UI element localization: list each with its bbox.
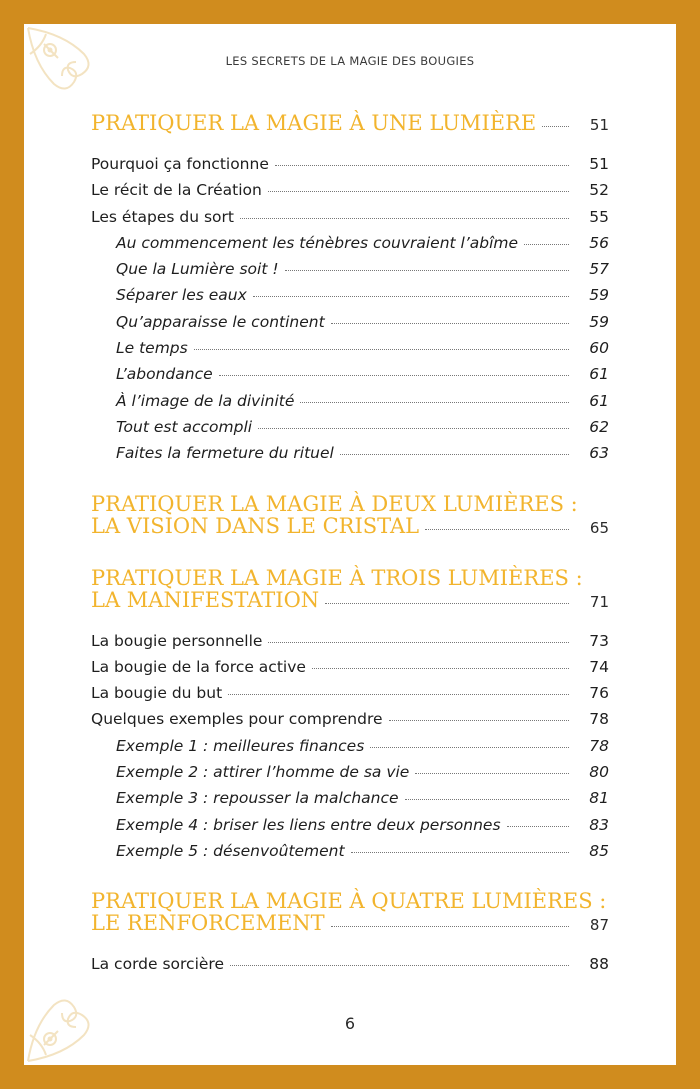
- toc-subitem[interactable]: [91, 440, 609, 466]
- folio-page-number: 6: [344, 1014, 356, 1033]
- leader-dots: [351, 852, 569, 853]
- chapter-title-line: PRATIQUER LA MAGIE À DEUX LUMIÈRES :: [91, 491, 578, 516]
- item-label: Exemple 5 : désenvoûtement: [116, 841, 345, 860]
- page-number: 56: [589, 233, 609, 252]
- toc-item[interactable]: [91, 654, 609, 680]
- toc-subitem[interactable]: [91, 230, 609, 256]
- scroll-ornament-icon: [24, 24, 124, 124]
- leader-dots: [331, 323, 569, 324]
- toc-item[interactable]: [91, 680, 609, 706]
- toc-chapter[interactable]: [91, 112, 609, 136]
- leader-dots: [258, 428, 569, 429]
- toc-item[interactable]: [91, 204, 609, 230]
- item-label: Que la Lumière soit !: [116, 260, 279, 279]
- page-number: 51: [589, 116, 609, 134]
- chapter-title-line: PRATIQUER LA MAGIE À QUATRE LUMIÈRES :: [91, 889, 607, 914]
- leader-dots: [389, 720, 569, 721]
- toc-chapter[interactable]: [91, 493, 609, 539]
- leader-dots: [331, 926, 569, 927]
- book-page: [24, 24, 676, 1065]
- table-of-contents: [91, 112, 609, 1004]
- item-label: Tout est accompli: [116, 417, 253, 436]
- leader-dots: [507, 826, 569, 827]
- toc-item[interactable]: [91, 706, 609, 732]
- leader-dots: [405, 799, 569, 800]
- item-label: Exemple 3 : repousser la malchance: [116, 789, 399, 808]
- toc-subitem[interactable]: [91, 838, 609, 864]
- toc-item[interactable]: [91, 951, 609, 977]
- leader-dots: [542, 126, 569, 127]
- leader-dots: [415, 773, 569, 774]
- toc-subitem[interactable]: [91, 812, 609, 838]
- item-label: La bougie de la force active: [91, 657, 306, 676]
- toc-chapter[interactable]: [91, 890, 609, 936]
- page-number: 83: [589, 815, 609, 834]
- page-number: 60: [589, 339, 609, 358]
- item-label: La bougie personnelle: [91, 631, 263, 650]
- item-label: Le récit de la Création: [91, 181, 262, 200]
- page-number: 61: [589, 365, 609, 384]
- page-number: 73: [589, 631, 609, 650]
- toc-subitem[interactable]: [91, 733, 609, 759]
- leader-dots: [219, 375, 569, 376]
- toc-subitem[interactable]: [91, 759, 609, 785]
- item-label: Exemple 4 : briser les liens entre deux personnes: [116, 815, 501, 834]
- item-label: Les étapes du sort: [91, 207, 234, 226]
- page-number: 59: [589, 312, 609, 331]
- item-label: Au commencement les ténèbres couvraient l’abîme: [116, 233, 519, 252]
- page-number: 78: [589, 710, 609, 729]
- leader-dots: [228, 694, 569, 695]
- item-label: Exemple 1 : meilleures finances: [116, 736, 365, 755]
- toc-item[interactable]: [91, 628, 609, 654]
- leader-dots: [240, 218, 569, 219]
- leader-dots: [230, 965, 569, 966]
- chapter-items: [91, 628, 609, 865]
- page-number: 76: [589, 684, 609, 703]
- toc-subitem[interactable]: [91, 414, 609, 440]
- leader-dots: [275, 165, 569, 166]
- page-number: 81: [589, 789, 609, 808]
- toc-subitem[interactable]: [91, 361, 609, 387]
- page-number: 59: [589, 286, 609, 305]
- item-label: Séparer les eaux: [116, 286, 247, 305]
- toc-subitem[interactable]: [91, 282, 609, 308]
- item-label: Faites la fermeture du rituel: [116, 444, 334, 463]
- item-label: Quelques exemples pour comprendre: [91, 710, 383, 729]
- page-number: 62: [589, 417, 609, 436]
- item-label: La corde sorcière: [91, 955, 224, 974]
- toc-subitem[interactable]: [91, 256, 609, 282]
- page-number: 78: [589, 736, 609, 755]
- page-number: 52: [589, 181, 609, 200]
- page-number: 61: [589, 391, 609, 410]
- page-number: 65: [589, 518, 609, 537]
- leader-dots: [300, 402, 569, 403]
- item-label: L’abondance: [116, 365, 213, 384]
- item-label: Exemple 2 : attirer l’homme de sa vie: [116, 763, 410, 782]
- item-label: Pourquoi ça fonctionne: [91, 155, 269, 173]
- leader-dots: [370, 747, 569, 748]
- leader-dots: [325, 603, 569, 604]
- toc-subitem[interactable]: [91, 388, 609, 414]
- page-number: 88: [589, 955, 609, 974]
- toc-item[interactable]: [91, 177, 609, 203]
- item-label: À l’image de la divinité: [116, 391, 295, 410]
- item-label: Qu’apparaisse le continent: [116, 312, 325, 331]
- leader-dots: [285, 270, 569, 271]
- leader-dots: [268, 191, 569, 192]
- toc-subitem[interactable]: [91, 309, 609, 335]
- chapter-title-line: LA MANIFESTATION: [91, 587, 320, 612]
- page-number: 71: [589, 592, 609, 611]
- leader-dots: [268, 642, 569, 643]
- page-number: 74: [589, 657, 609, 676]
- leader-dots: [194, 349, 569, 350]
- chapter-items: [91, 151, 609, 467]
- running-head: LES SECRETS DE LA MAGIE DES BOUGIES: [225, 54, 475, 68]
- chapter-items: [91, 951, 609, 977]
- toc-subitem[interactable]: [91, 335, 609, 361]
- chapter-title-line: LA VISION DANS LE CRISTAL: [91, 513, 420, 538]
- page-number: 57: [589, 260, 609, 279]
- chapter-title-line: LE RENFORCEMENT: [91, 911, 325, 936]
- chapter-title-line: PRATIQUER LA MAGIE À TROIS LUMIÈRES :: [91, 565, 583, 590]
- page-number: 55: [589, 207, 609, 226]
- leader-dots: [524, 244, 569, 245]
- page-number: 80: [589, 763, 609, 782]
- leader-dots: [425, 529, 569, 530]
- item-label: La bougie du but: [91, 684, 223, 703]
- page-number: 63: [589, 444, 609, 463]
- leader-dots: [312, 668, 569, 669]
- toc-chapter[interactable]: [91, 567, 609, 613]
- page-number: 87: [589, 916, 609, 935]
- leader-dots: [253, 296, 569, 297]
- chapter-title: PRATIQUER LA MAGIE À UNE LUMIÈRE: [91, 111, 537, 135]
- toc-item[interactable]: [91, 151, 609, 177]
- page-number: 51: [589, 155, 609, 173]
- item-label: Le temps: [116, 339, 188, 358]
- page-number: 85: [589, 841, 609, 860]
- toc-subitem[interactable]: [91, 785, 609, 811]
- leader-dots: [340, 454, 569, 455]
